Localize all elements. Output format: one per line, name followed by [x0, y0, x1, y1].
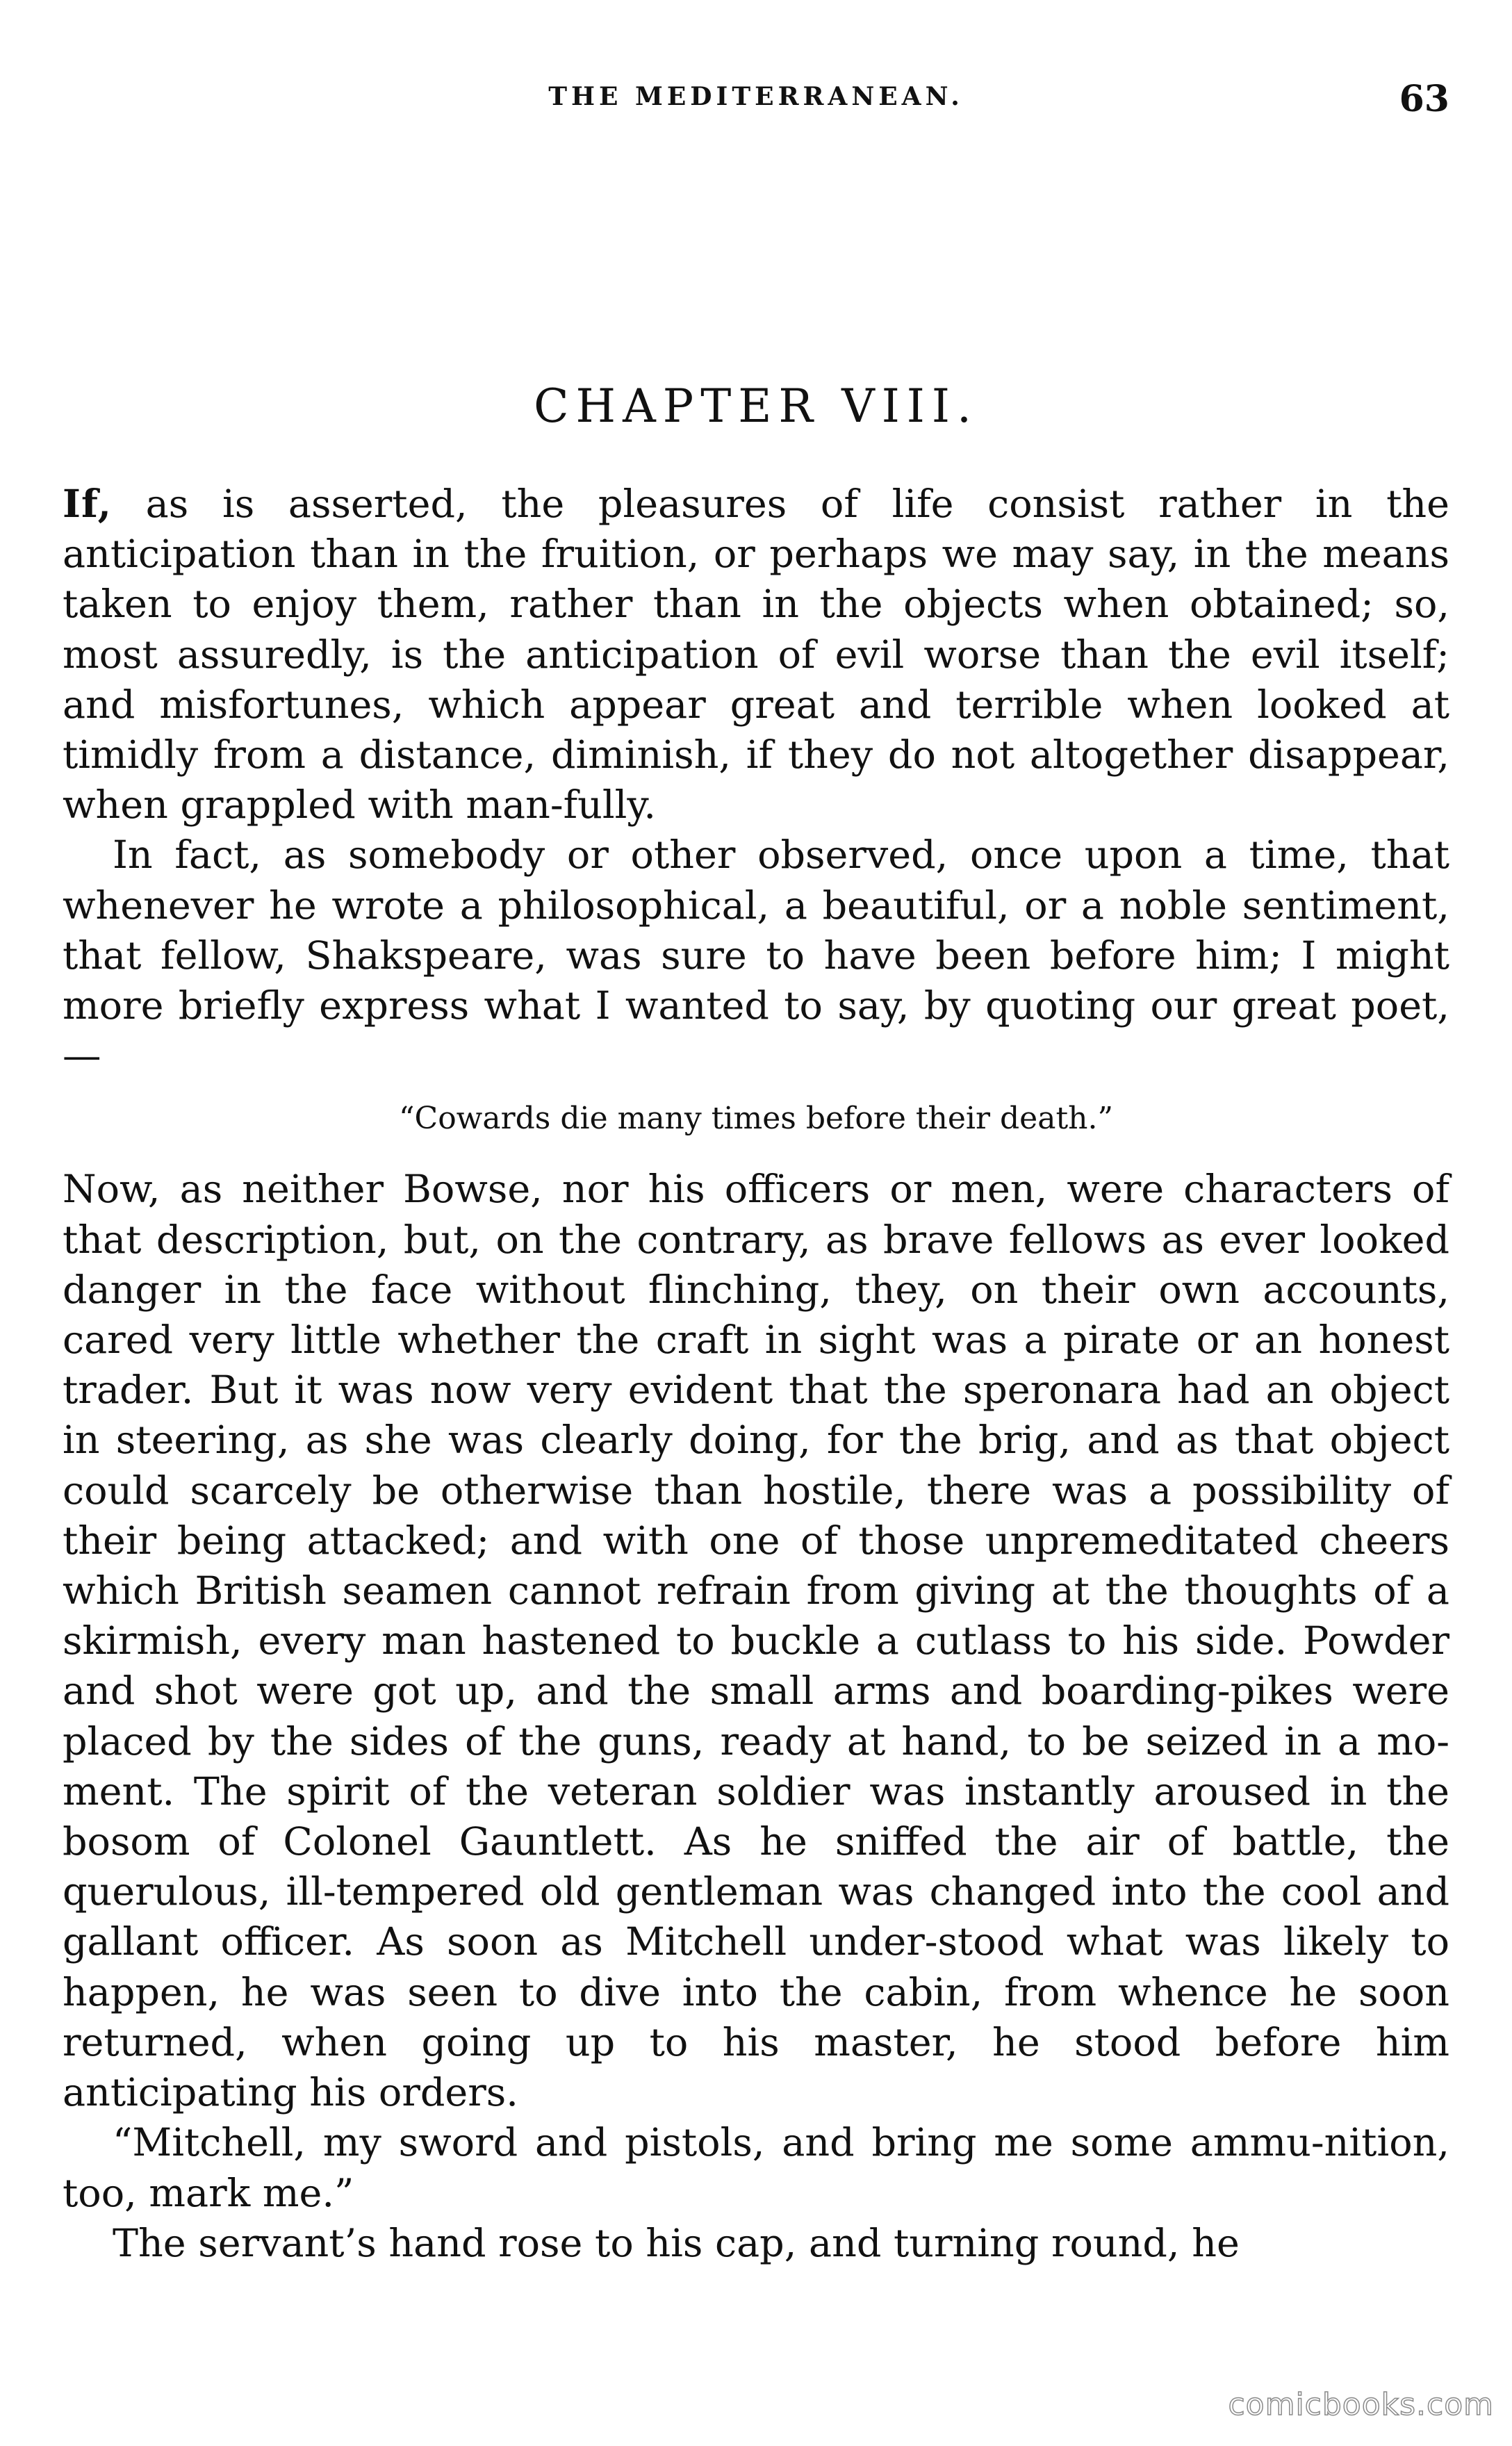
running-head [63, 78, 1449, 120]
watermark: comicbooks.com [1228, 2387, 1494, 2422]
paragraph-1 [63, 479, 1449, 830]
paragraph-5: The servant’s hand rose to his cap, and turning round, he [113, 2220, 1240, 2266]
paragraph-4: “Mitchell, my sword and pistols, and bring me some ammu-nition, too, mark me.” [63, 2120, 1449, 2216]
page-number: 63 [1399, 78, 1449, 120]
shakespeare-quote: “Cowards die many times before their death.” [399, 1101, 1113, 1137]
paragraph-2: In fact, as somebody or other observed, once upon a time, that whenever he wrote a philosophical, a beautiful, or a noble sentiment, that fellow, Shakspeare, was sure to have been before him; I might more briefly express what I wanted to say, by quoting our great poet,— [63, 832, 1449, 1079]
running-title: THE MEDITERRANEAN. [548, 82, 964, 111]
chapter-title: CHAPTER VIII. [534, 379, 978, 433]
paragraph-1-text: as is asserted, the pleasures of life consist rather in the anticipation than in the fruition, or perhaps we may say, in the means taken to enjoy them, rather than in the objects when obtained; so, most assuredly, is the anticipation of evil worse than the evil itself; and misfortunes, which appear great and terrible when looked at timidly from a distance, diminish, if they do not altogether disappear, when grappled with man-fully. [63, 482, 1449, 828]
opening-word: If, [63, 482, 112, 527]
body-text [63, 479, 1449, 2269]
paragraph-3: Now, as neither Bowse, nor his officers or men, were characters of that description, but, on the contrary, as brave fellows as ever looked danger in the face without flinching, they, on their own accounts, cared very little whether the craft in sight was a pirate or an honest trader. But it was now very evident that the speronara had an object in steering, as she was clearly doing, for the brig, and as that object could scarcely be otherwise than hostile, there was a possibility of their being attacked; and with one of those unpremeditated cheers which British seamen cannot refrain from giving at the thoughts of a skirmish, every man hastened to buckle a cutlass to his side. Powder and shot were got up, and the small arms and boarding-pikes were placed by the sides of the guns, ready at hand, to be seized in a mo-ment. The spirit of the veteran soldier was instantly aroused in the bosom of Colonel Gauntlett. As he sniffed the air of battle, the querulous, ill-tempered old gentleman was changed into the cool and gallant officer. As soon as Mitchell under-stood what was likely to happen, he was seen to dive into the cabin, from whence he soon returned, when going up to his master, he stood before him anticipating his orders. [63, 1167, 1449, 2116]
